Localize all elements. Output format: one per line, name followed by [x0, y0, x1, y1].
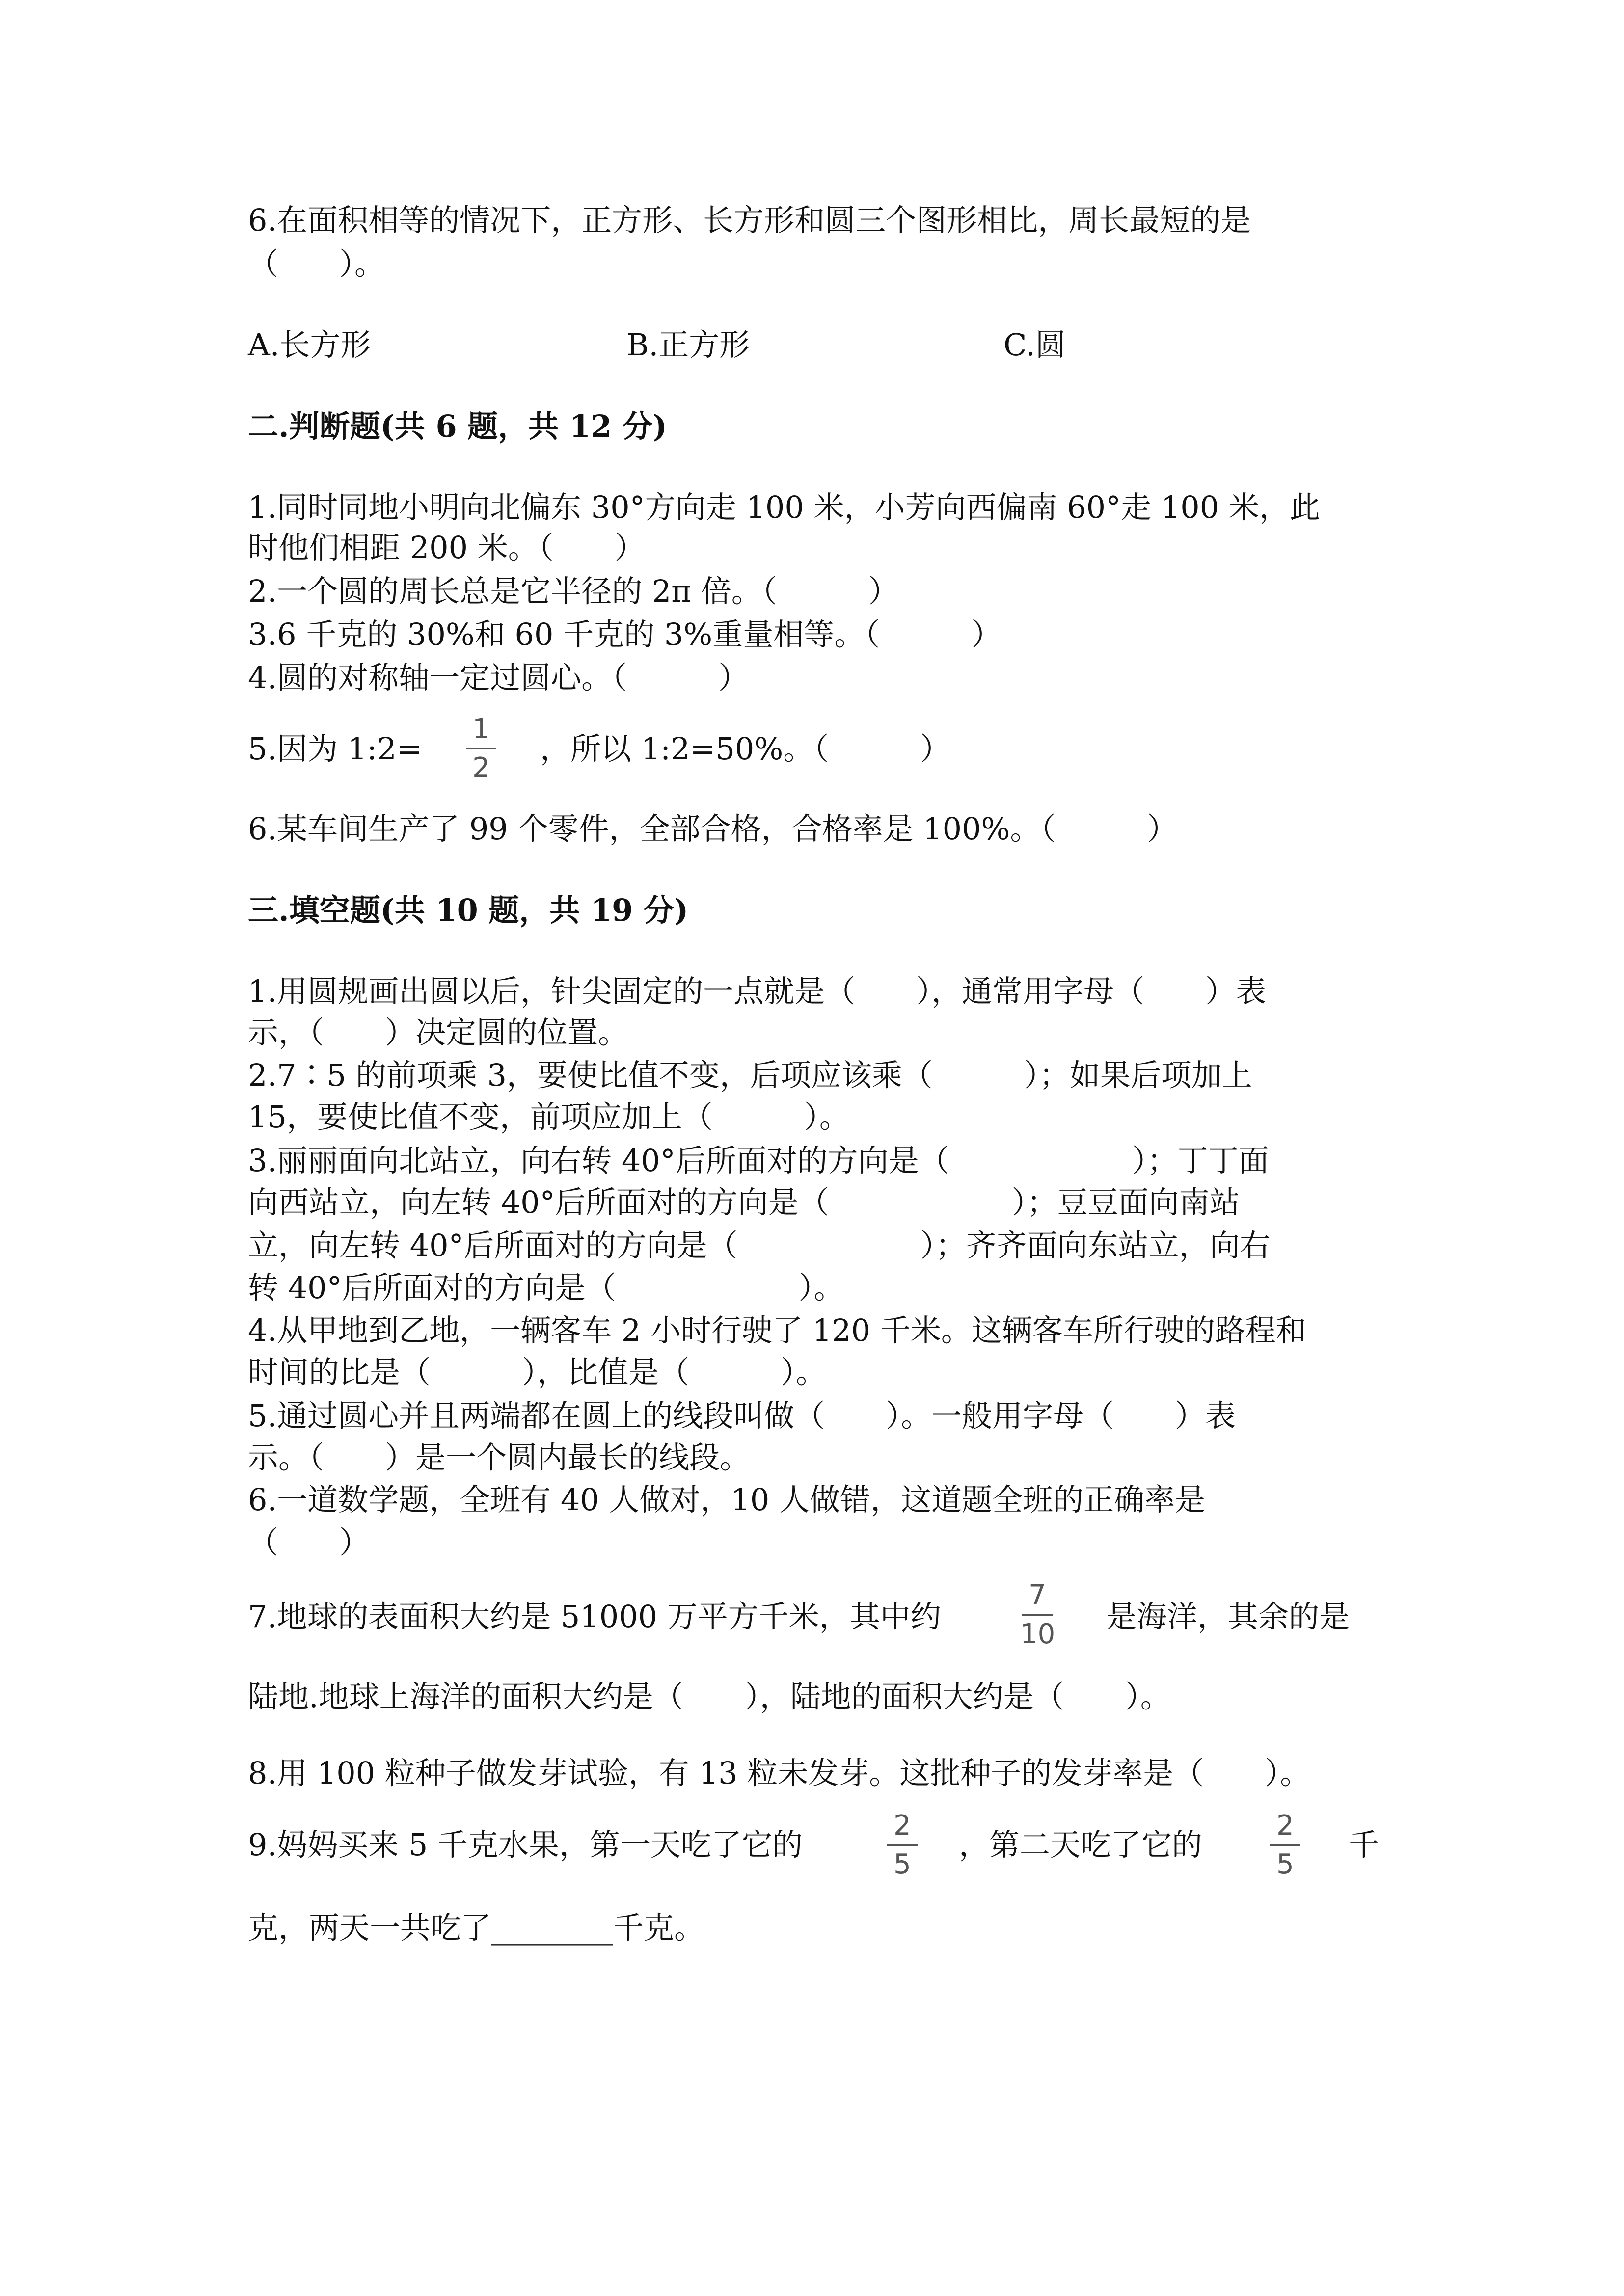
- fraction-numerator: 7: [1029, 1579, 1046, 1611]
- judge-q4: 4.圆的对称轴一定过圆心。（ ）: [248, 660, 749, 695]
- judge-q1-line-1: 1.同时同地小明向北偏东 30°方向走 100 米，小芳向西偏南 60°走 100 米，此: [248, 489, 1320, 525]
- fraction-numerator: 2: [893, 1810, 911, 1842]
- fill-q6-line-1: 6.一道数学题，全班有 40 人做对，10 人做错，这道题全班的正确率是: [248, 1482, 1206, 1518]
- judge-q6: 6.某车间生产了 99 个零件，全部合格，合格率是 100%。（ ）: [248, 811, 1178, 847]
- fill-q9-line-2: 克，两天一共吃了________千克。: [248, 1910, 705, 1946]
- option-a: A.长方形: [248, 327, 371, 363]
- judge-q2: 2.一个圆的周长总是它半径的 2π 倍。（ ）: [248, 573, 899, 609]
- section-2-header: 二.判断题(共 6 题，共 12 分): [248, 408, 668, 444]
- fill-q9-middle: ，第二天吃了它的: [959, 1827, 1203, 1863]
- fraction-denominator: 2: [472, 752, 490, 784]
- fill-q7-fraction: [1020, 1579, 1056, 1650]
- fill-q2-line-1: 2.7∶5 的前项乘 3，要使比值不变，后项应该乘（ ）；如果后项加上: [248, 1057, 1252, 1093]
- fill-q9-fraction-1: [885, 1812, 920, 1878]
- fill-q3-line-4: 转 40°后所面对的方向是（ ）。: [248, 1270, 844, 1306]
- fill-q9-before: 9.妈妈买来 5 千克水果，第一天吃了它的: [248, 1827, 803, 1863]
- fraction-denominator: 10: [1020, 1618, 1056, 1650]
- fraction-bar: [1022, 1614, 1053, 1616]
- fill-q9-after: 千: [1349, 1827, 1380, 1863]
- section-3-header: 三.填空题(共 10 题，共 19 分): [248, 892, 689, 928]
- fraction-bar: [466, 748, 496, 749]
- fill-q4-line-2: 时间的比是（ ），比值是（ ）。: [248, 1354, 827, 1390]
- judge-q5-before: 5.因为 1:2=: [248, 731, 422, 767]
- judge-q5-fraction: [464, 713, 498, 784]
- fraction-denominator: 5: [893, 1848, 911, 1880]
- fill-q1-line-1: 1.用圆规画出圆以后，针尖固定的一点就是（ ），通常用字母（ ）表: [248, 973, 1267, 1009]
- judge-q5-after: ，所以 1:2=50%。（ ）: [540, 731, 951, 767]
- fill-q8: 8.用 100 粒种子做发芽试验，有 13 粒未发芽。这批种子的发芽率是（ ）。: [248, 1755, 1311, 1791]
- fill-q6-line-2: （ ）: [248, 1524, 370, 1560]
- fill-q3-line-1: 3.丽丽面向北站立，向右转 40°后所面对的方向是（ ）；丁丁面: [248, 1143, 1269, 1178]
- fraction-bar: [1270, 1844, 1300, 1846]
- fill-q5-line-1: 5.通过圆心并且两端都在圆上的线段叫做（ ）。一般用字母（ ）表: [248, 1398, 1236, 1434]
- question-6-line-1: 6.在面积相等的情况下，正方形、长方形和圆三个图形相比，周长最短的是: [248, 202, 1251, 238]
- fraction-bar: [887, 1844, 918, 1846]
- fraction-numerator: 1: [472, 713, 490, 745]
- fill-q7-line-2: 陆地.地球上海洋的面积大约是（ ），陆地的面积大约是（ ）。: [248, 1679, 1171, 1714]
- question-6-line-2: （ ）。: [248, 246, 385, 282]
- judge-q1-line-2: 时他们相距 200 米。（ ）: [248, 530, 645, 565]
- fill-q3-line-3: 立，向左转 40°后所面对的方向是（ ）；齐齐面向东站立，向右: [248, 1228, 1271, 1263]
- fraction-numerator: 2: [1276, 1810, 1294, 1842]
- fill-q5-line-2: 示。（ ）是一个圆内最长的线段。: [248, 1440, 751, 1475]
- fraction-denominator: 5: [1276, 1848, 1294, 1880]
- fill-q4-line-1: 4.从甲地到乙地，一辆客车 2 小时行驶了 120 千米。这辆客车所行驶的路程和: [248, 1312, 1306, 1348]
- fill-q9-fraction-2: [1268, 1812, 1302, 1878]
- fill-q7-after: 是海洋，其余的是: [1106, 1599, 1350, 1634]
- judge-q3: 3.6 千克的 30%和 60 千克的 3%重量相等。（ ）: [248, 616, 1002, 652]
- option-c: C.圆: [1003, 327, 1066, 363]
- fill-q7-before: 7.地球的表面积大约是 51000 万平方千米，其中约: [248, 1599, 941, 1634]
- fill-q1-line-2: 示，（ ）决定圆的位置。: [248, 1015, 629, 1050]
- fill-q2-line-2: 15，要使比值不变，前项应加上（ ）。: [248, 1099, 850, 1135]
- option-b: B.正方形: [626, 327, 750, 363]
- fill-q3-line-2: 向西站立，向左转 40°后所面对的方向是（ ）；豆豆面向南站: [248, 1184, 1240, 1220]
